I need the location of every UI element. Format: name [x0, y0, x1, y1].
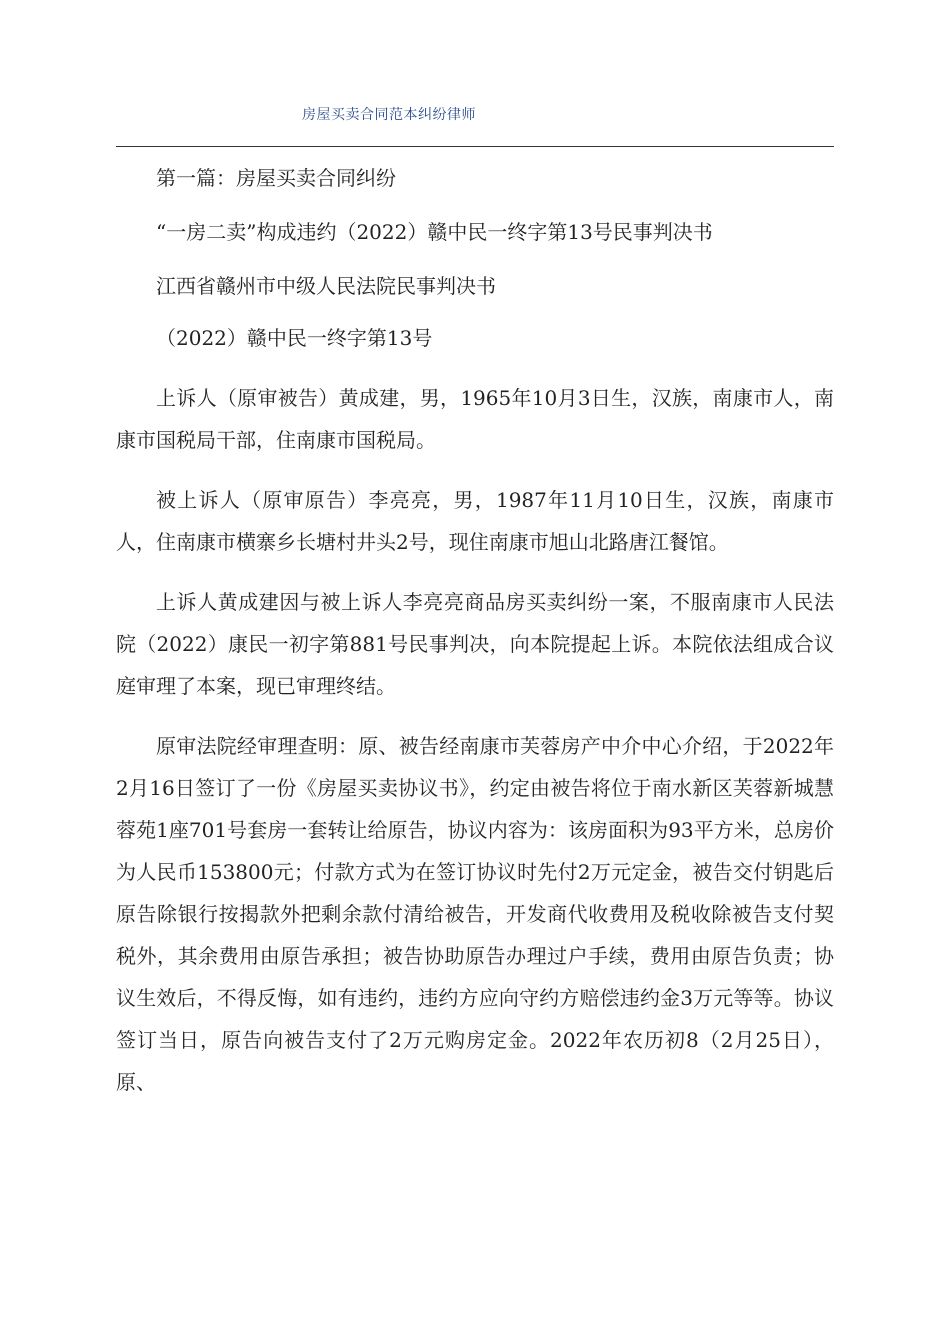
paragraph-facts: 原审法院经审理查明：原、被告经南康市芙蓉房产中介中心介绍，于2022年2月16日签订了一份《房屋买卖协议书》，约定由被告将位于南水新区芙蓉新城慧蓉苑1座701号套房一套转让给原告，协议内容为：该房面积为93平方米，总房价为人民币153800元；付款方式为在签订协议时先付2万元定金，被告交付钥匙后原告除银行按揭款外把剩余款付清给被告，开发商代收费用及税收除被告支付契税外，其余费用由原告承担；被告协助原告办理过户手续，费用由原告负责；协议生效后，不得反悔，如有违约，违约方应向守约方赔偿违约金3万元等等。协议签订当日，原告向被告支付了2万元购房定金。2022年农历初8（2月25日），原、 [116, 734, 834, 1094]
case-title: “一房二卖”构成违约（2022）赣中民一终字第13号民事判决书 [156, 220, 713, 244]
paragraph-appeal: 上诉人黄成建因与被上诉人李亮亮商品房买卖纠纷一案，不服南康市人民法院（2022）康民一初字第881号民事判决，向本院提起上诉。本院依法组成合议庭审理了本案，现已审理终结。 [116, 590, 834, 698]
case-number: （2022）赣中民一终字第13号 [156, 326, 433, 350]
paragraph-appellant: 上诉人（原审被告）黄成建，男，1965年10月3日生，汉族，南康市人，南康市国税局干部，住南康市国税局。 [116, 386, 834, 452]
court-name: 江西省赣州市中级人民法院民事判决书 [156, 274, 496, 298]
header-divider [116, 146, 834, 147]
running-header: 房屋买卖合同范本纠纷律师 [302, 107, 476, 123]
document-body [116, 157, 834, 1103]
part-heading: 第一篇：房屋买卖合同纠纷 [156, 166, 396, 190]
paragraph-appellee: 被上诉人（原审原告）李亮亮，男，1987年11月10日生，汉族，南康市人，住南康市横寨乡长塘村井头2号，现住南康市旭山北路唐江餐馆。 [116, 488, 834, 554]
